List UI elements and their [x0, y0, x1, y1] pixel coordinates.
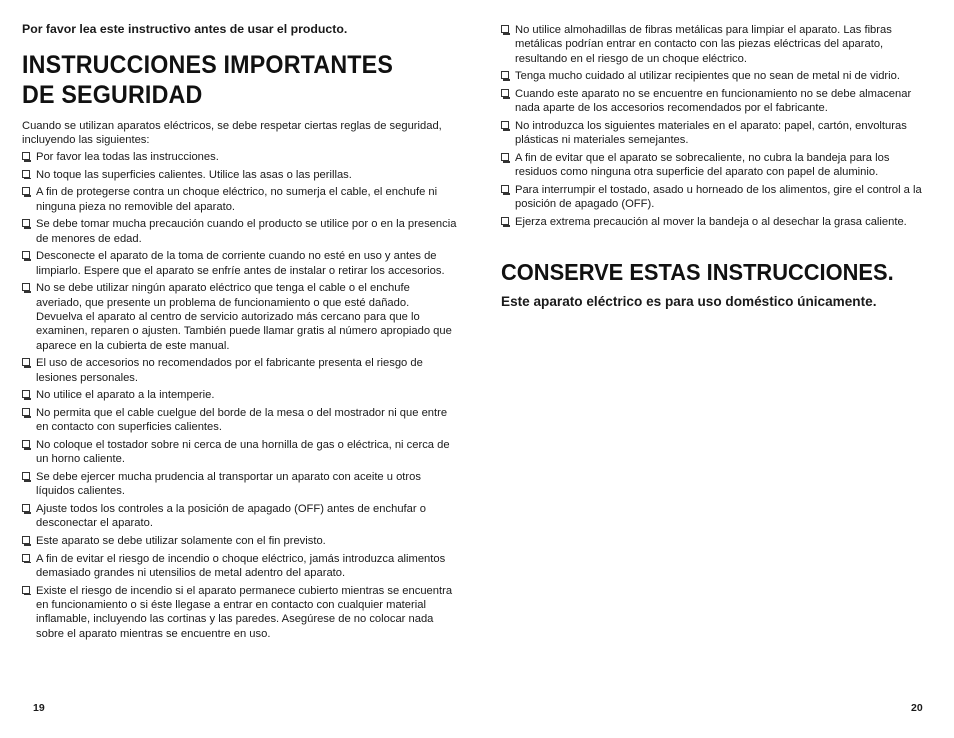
list-item: [22, 584, 458, 642]
list-item: [22, 388, 458, 402]
page-number-left: 19: [33, 702, 45, 714]
checkbox-bullet-icon: [501, 71, 509, 79]
list-item-text: Por favor lea todas las instrucciones.: [36, 151, 219, 163]
list-item: [22, 470, 458, 499]
checkbox-bullet-icon: [22, 251, 30, 259]
list-item-text: El uso de accesorios no recomendados por el fabricante presenta el riesgo de lesiones personales.: [36, 357, 423, 384]
list-item-text: Se debe tomar mucha precaución cuando el producto se utilice por o en la presencia de menores de edad.: [36, 218, 457, 245]
list-item: [501, 23, 933, 66]
checkbox-bullet-icon: [22, 440, 30, 448]
list-item: [501, 183, 933, 212]
list-item: [22, 185, 458, 214]
checkbox-bullet-icon: [22, 586, 30, 594]
list-item: [501, 69, 933, 83]
checkbox-bullet-icon: [22, 187, 30, 195]
list-item: [501, 87, 933, 116]
list-item-text: No introduzca los siguientes materiales en el aparato: papel, cartón, envolturas plásticas ni materiales semejantes.: [515, 120, 907, 147]
list-item: [22, 150, 458, 164]
checkbox-bullet-icon: [501, 153, 509, 161]
list-item: [22, 356, 458, 385]
list-item-text: Se debe ejercer mucha prudencia al transportar un aparato con aceite u otros líquidos calientes.: [36, 471, 421, 498]
checkbox-bullet-icon: [501, 89, 509, 97]
domestic-use-note: Este aparato eléctrico es para uso doméstico únicamente.: [501, 294, 877, 309]
list-item-text: No utilice el aparato a la intemperie.: [36, 389, 215, 402]
list-item-text: Para interrumpir el tostado, asado u horneado de los alimentos, gire el control a la posición de apagado (OFF).: [515, 184, 922, 211]
list-item-text: Ajuste todos los controles a la posición de apagado (OFF) antes de enchufar o desconectar el aparato.: [36, 503, 426, 530]
checkbox-bullet-icon: [22, 554, 30, 562]
list-item-text: Este aparato se debe utilizar solamente con el fin previsto.: [36, 535, 326, 547]
list-item-text: No se debe utilizar ningún aparato eléctrico que tenga el cable o el enchufe averiado, que presente un problema de funcionamiento o que esté dañado. Devuelva el aparato al centro de servicio autorizado más cercano para que lo examinen, reparen o ajusten. También puede llamar gratis al número apropiado que aparece en la cubierta de este manual.: [36, 282, 452, 352]
list-item: [22, 281, 458, 353]
list-item-text: Existe el riesgo de incendio si el aparato permanece cubierto mientras se encuentra en funcionamiento o si éste llegase a entrar en contacto con cualquier material inflamable, incluyendo las cortinas y las paredes. Asegúrese de no colocar nada sobre el aparato mientras se encuentre en uso.: [36, 584, 453, 640]
list-item: [22, 217, 458, 246]
list-item-text: Ejerza extrema precaución al mover la bandeja o al desechar la grasa caliente.: [515, 216, 907, 228]
list-item: [22, 249, 458, 278]
checkbox-bullet-icon: [501, 121, 509, 129]
list-item-text: Desconecte el aparato de la toma de corriente cuando no esté en uso y antes de limpiarlo. Espere que el aparato se enfríe antes de instalar o retirar los accesorios.: [36, 250, 445, 277]
page-title: INSTRUCCIONES IMPORTANTES DE SEGURIDAD: [22, 51, 394, 109]
list-item-text: No utilice almohadillas de fibras metálicas para limpiar el aparato. Las fibras metálicas podrían entrar en contacto con las piezas eléctricas del aparato, resultando en el riesgo de un choque eléctrico.: [515, 24, 892, 65]
list-item-text: Cuando este aparato no se encuentre en funcionamiento no se debe almacenar nada aparte de los accesorios recomendados por el fabricante.: [515, 88, 912, 115]
checkbox-bullet-icon: [22, 358, 30, 366]
conserve-heading: CONSERVE ESTAS INSTRUCCIONES.: [501, 259, 894, 285]
list-item-text: A fin de protegerse contra un choque eléctrico, no sumerja el cable, el enchufe ni ninguna pieza no removible del aparato.: [36, 186, 438, 213]
checkbox-bullet-icon: [22, 283, 30, 291]
checkbox-bullet-icon: [22, 219, 30, 227]
checkbox-bullet-icon: [22, 170, 30, 178]
right-safety-list: [501, 23, 933, 233]
list-item: [501, 151, 933, 180]
checkbox-bullet-icon: [22, 536, 30, 544]
checkbox-bullet-icon: [22, 152, 30, 160]
list-item-text: No toque las superficies calientes. Utilice las asas o las perillas.: [36, 168, 352, 181]
checkbox-bullet-icon: [22, 472, 30, 480]
notice-text: Por favor lea este instructivo antes de usar el producto.: [22, 22, 348, 36]
checkbox-bullet-icon: [22, 408, 30, 416]
list-item-text: No permita que el cable cuelgue del borde de la mesa o del mostrador ni que entre en contacto con superficies calientes.: [36, 407, 448, 434]
list-item: [22, 438, 458, 467]
checkbox-bullet-icon: [22, 504, 30, 512]
list-item: [22, 168, 458, 182]
list-item-text: No coloque el tostador sobre ni cerca de una hornilla de gas o eléctrica, ni cerca de un horno caliente.: [36, 439, 450, 466]
left-safety-list: [22, 150, 458, 644]
page-number-right: 20: [911, 702, 923, 714]
checkbox-bullet-icon: [501, 185, 509, 193]
intro-paragraph: Cuando se utilizan aparatos eléctricos, se debe respetar ciertas reglas de seguridad, incluyendo las siguientes:: [22, 120, 442, 147]
checkbox-bullet-icon: [501, 25, 509, 33]
list-item: [22, 534, 458, 548]
list-item-text: Tenga mucho cuidado al utilizar recipientes que no sean de metal ni de vidrio.: [515, 70, 900, 83]
checkbox-bullet-icon: [22, 390, 30, 398]
list-item: [501, 119, 933, 148]
list-item: [22, 406, 458, 435]
list-item: [22, 502, 458, 531]
list-item-text: A fin de evitar que el aparato se sobrecaliente, no cubra la bandeja para los residuos como ninguna otra superficie del aparato con papel de aluminio.: [515, 152, 890, 179]
checkbox-bullet-icon: [501, 217, 509, 225]
list-item-text: A fin de evitar el riesgo de incendio o choque eléctrico, jamás introduzca alimentos demasiado grandes ni utensilios de metal adentro del aparato.: [36, 552, 446, 579]
list-item: [22, 552, 458, 581]
list-item: [501, 215, 933, 229]
